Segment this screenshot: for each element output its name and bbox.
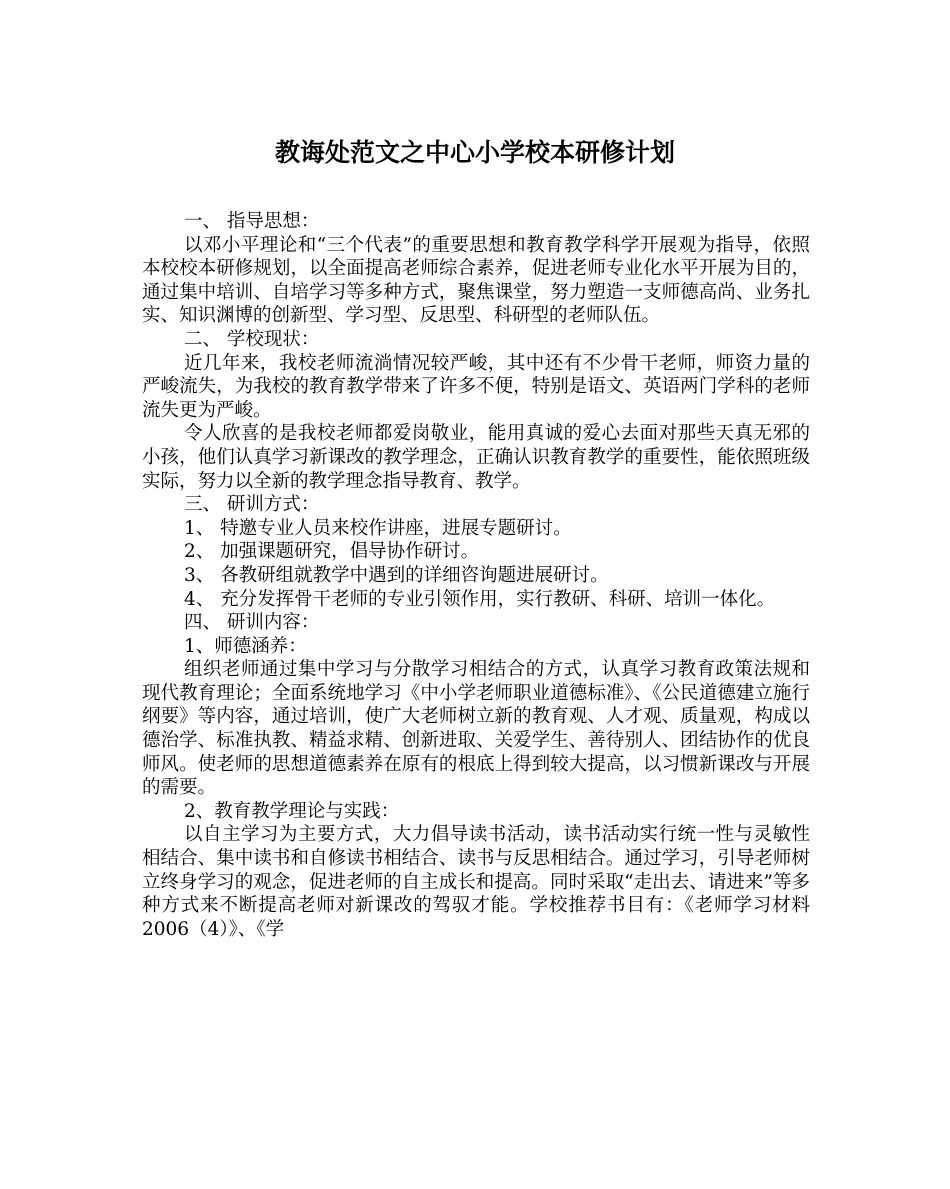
paragraph: 令人欣喜的是我校老师都爱岗敬业，能用真诚的爱心去面对那些天真无邪的小孩，他们认真学习新课改的教学理念，正确认识教育教学的重要性，能依照班级实际，努力以全新的教学理念指导教育、教学。 — [142, 423, 810, 492]
paragraph: 以邓小平理论和“三个代表”的重要思想和教育教学科学开展观为指导，依照本校校本研修规划，以全面提高老师综合素养，促进老师专业化水平开展为目的，通过集中培训、自培学习等多种方式，聚焦课堂，努力塑造一支师德高尚、业务扎实、知识渊博的创新型、学习型、反思型、科研型的老师队伍。 — [142, 234, 810, 327]
section-heading-training-methods: 三、 研训方式： — [184, 494, 320, 516]
paragraph: 近几年来，我校老师流淌情况较严峻，其中还有不少骨干老师，师资力量的严峻流失，为我校的教育教学带来了许多不便，特别是语文、英语两门学科的老师流失更为严峻。 — [142, 352, 810, 421]
section-heading-school-status: 二、 学校现状： — [184, 328, 320, 350]
list-item: 2、 加强课题研究，倡导协作研讨。 — [184, 541, 480, 563]
document-title: 教诲处范文之中心小学校本研修计划 — [274, 138, 675, 167]
subsection-heading-theory-practice: 2、教育教学理论与实践： — [184, 800, 400, 822]
paragraph: 组织老师通过集中学习与分散学习相结合的方式，认真学习教育政策法规和现代教育理论；全面系统地学习《中小学老师职业道德标准》、《公民道德建立施行纲要》等内容，通过培训，使广大老师树立新的教育观、人才观、质量观，构成以德治学、标准执教、精益求精、创新进取、关爱学生、善待别人、团结协作的优良师风。使老师的思想道德素养在原有的根底上得到较大提高，以习惯新课改与开展的需要。 — [142, 659, 810, 799]
list-item: 4、 充分发挥骨干老师的专业引领作用，实行教研、科研、培训一体化。 — [184, 588, 776, 610]
paragraph: 以自主学习为主要方式，大力倡导读书活动，读书活动实行统一性与灵敏性相结合、集中读书和自修读书相结合、读书与反思相结合。通过学习，引导老师树立终身学习的观念，促进老师的自主成长和提高。同时采取“走出去、请进来”等多种方式来不断提高老师对新课改的驾驭才能。学校推荐书目有：《老师学习材料 2006（4）》、《学 — [142, 824, 810, 940]
list-item: 3、 各教研组就教学中遇到的详细咨询题进展研讨。 — [184, 564, 609, 586]
section-heading-training-content: 四、 研训内容： — [184, 612, 320, 634]
list-item: 1、 特邀专业人员来校作讲座，进展专题研讨。 — [184, 517, 572, 539]
section-heading-guiding-ideology: 一、 指导思想： — [184, 211, 320, 232]
document-body — [142, 210, 810, 941]
subsection-heading-ethics: 1、师德涵养： — [184, 635, 307, 657]
